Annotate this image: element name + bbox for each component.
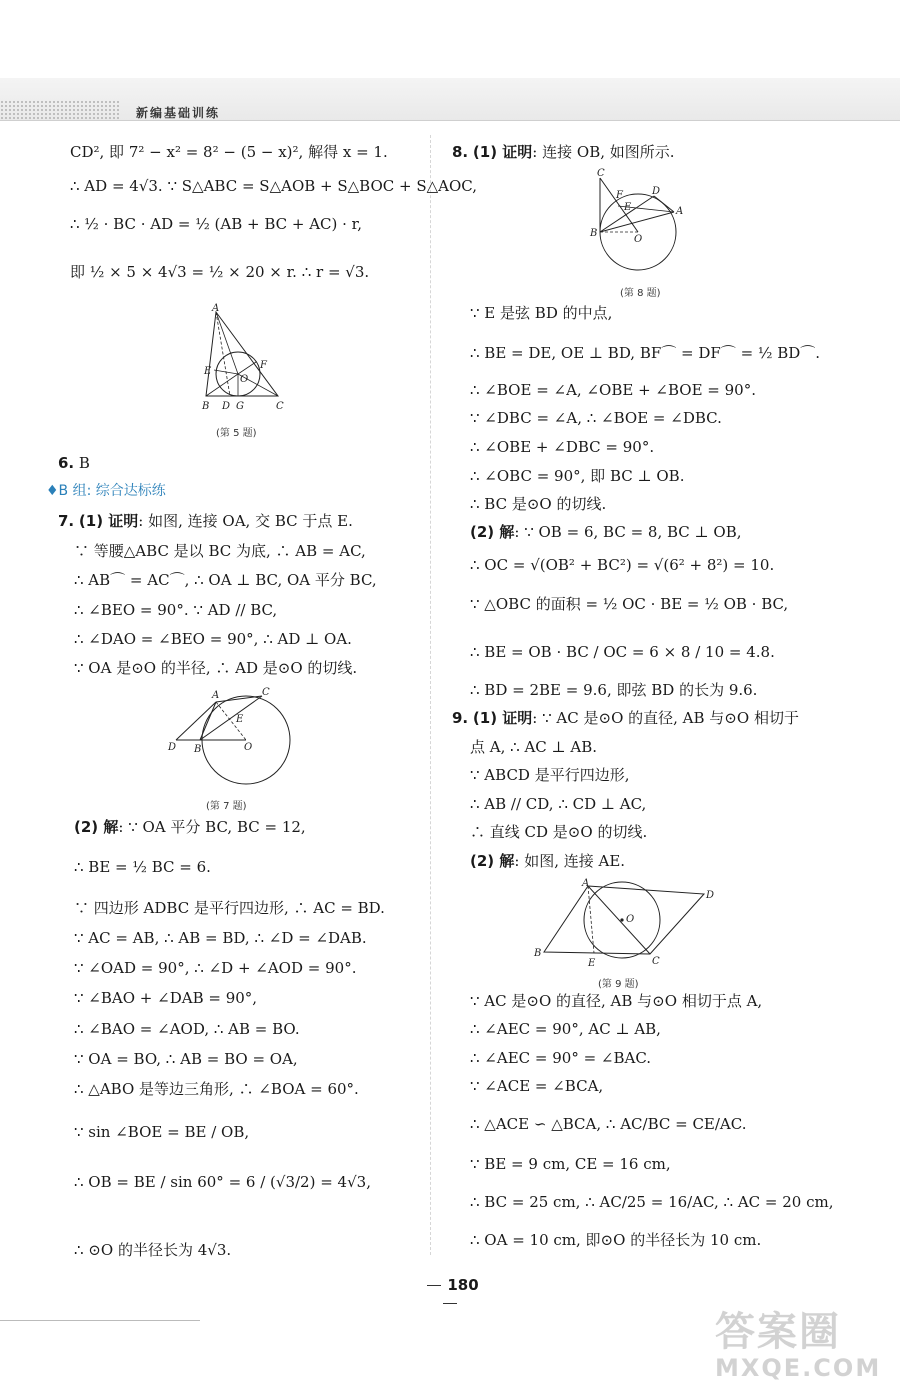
solution-line: ∴ BC = 25 cm, ∴ AC/25 = 16/AC, ∴ AC = 20 cm,	[470, 1193, 834, 1211]
header-dot-pattern	[0, 100, 120, 120]
solution-line: ∴ OA = 10 cm, 即⊙O 的半径长为 10 cm.	[470, 1231, 762, 1249]
fig8-label: D	[652, 186, 661, 197]
solution-line: ∵ ∠BAO + ∠DAB = 90°,	[74, 989, 258, 1007]
solution-line: ∴ ∠BEO = 90°. ∵ AD // BC,	[74, 601, 278, 619]
figure-9-caption: (第 9 题)	[598, 979, 639, 990]
fig5-label: C	[276, 401, 284, 412]
fig7-label: D	[168, 742, 177, 753]
solution-line: ∵ ABCD 是平行四边形,	[470, 766, 630, 784]
question-7-part2: (2) 解: ∵ OA 平分 BC, BC = 12,	[74, 818, 306, 836]
fig8-label: O	[634, 234, 643, 245]
solution-text: ∵ OB = 6, BC = 8, BC ⊥ OB,	[524, 523, 742, 541]
figure-5-caption: (第 5 题)	[216, 428, 257, 439]
header-rule	[0, 120, 900, 121]
book-title: 新编基础训练	[136, 106, 221, 120]
fig7-label: A	[212, 690, 220, 701]
solution-line: ∴ ∠BOE = ∠A, ∠OBE + ∠BOE = 90°.	[470, 381, 756, 399]
fig8-label: F	[616, 190, 623, 201]
question-9-part2: (2) 解: 如图, 连接 AE.	[470, 852, 626, 870]
figure-7	[162, 686, 302, 794]
solution-line: ∴ ∠OBC = 90°, 即 BC ⊥ OB.	[470, 467, 685, 485]
solution-line: ∴ BE = ½ BC = 6.	[74, 858, 211, 876]
watermark-text: 答案圈	[715, 1309, 841, 1355]
question-9-header: 9. (1) 证明: ∵ AC 是⊙O 的直径, AB 与⊙O 相切于	[452, 709, 799, 727]
solution-line: ∵ OA 是⊙O 的半径, ∴ AD 是⊙O 的切线.	[74, 659, 358, 677]
part-tag: (1) 证明	[472, 709, 533, 727]
solution-line: ∴ ∠DAO = ∠BEO = 90°, ∴ AD ⊥ OA.	[74, 630, 352, 648]
solution-line: ∴ ∠AEC = 90°, AC ⊥ AB,	[470, 1020, 661, 1038]
solution-line: ∵ ∠OAD = 90°, ∴ ∠D + ∠AOD = 90°.	[74, 959, 357, 977]
question-number: 8.	[452, 143, 469, 161]
solution-line: ∴ ∠AEC = 90° = ∠BAC.	[470, 1049, 652, 1067]
question-8-part2: (2) 解: ∵ OB = 6, BC = 8, BC ⊥ OB,	[470, 523, 742, 541]
solution-line: ∴ BE = OB · BC / OC = 6 × 8 / 10 = 4.8.	[470, 643, 775, 661]
solution-line: ∴ 直线 CD 是⊙O 的切线.	[470, 823, 648, 841]
solution-text: 如图, 连接 OA, 交 BC 于点 E.	[148, 512, 353, 530]
part-tag: (2) 解	[470, 523, 515, 541]
solution-line: ∵ sin ∠BOE = BE / OB,	[74, 1123, 250, 1141]
fig8-label: B	[590, 228, 598, 239]
figure-7-caption: (第 7 题)	[206, 801, 247, 812]
fig9-label: A	[582, 878, 590, 889]
watermark-url: MXQE.COM	[715, 1354, 882, 1382]
fig9-label: O	[626, 914, 635, 925]
fig9-label: C	[652, 956, 660, 967]
fig7-label: C	[262, 687, 270, 698]
fig8-label: C	[597, 168, 605, 179]
solution-line: ∴ AB // CD, ∴ CD ⊥ AC,	[470, 795, 647, 813]
question-8-header: 8. (1) 证明: 连接 OB, 如图所示.	[452, 143, 675, 161]
solution-line: ∵ 四边形 ADBC 是平行四边形, ∴ AC = BD.	[74, 899, 385, 917]
figure-9	[530, 876, 720, 974]
solution-line: ∵ OA = BO, ∴ AB = BO = OA,	[74, 1050, 298, 1068]
solution-line: ∴ AD = 4√3. ∵ S△ABC = S△AOB + S△BOC + S△AOC,	[70, 177, 478, 195]
page-number-value: 180	[447, 1276, 479, 1294]
solution-text: ∵ OA 平分 BC, BC = 12,	[128, 818, 306, 836]
solution-line: ∵ ∠ACE = ∠BCA,	[470, 1077, 604, 1095]
question-number: 9.	[452, 709, 469, 727]
solution-line: ∵ 等腰△ABC 是以 BC 为底, ∴ AB = AC,	[74, 542, 366, 560]
fig7-label: O	[244, 742, 253, 753]
solution-line: ∴ BE = DE, OE ⊥ BD, BF⌒ = DF⌒ = ½ BD⌒.	[470, 344, 821, 362]
solution-text: 连接 OB, 如图所示.	[542, 143, 675, 161]
fig5-label: G	[236, 401, 244, 412]
question-7-header: 7. (1) 证明: 如图, 连接 OA, 交 BC 于点 E.	[58, 512, 353, 530]
solution-text: 如图, 连接 AE.	[524, 852, 626, 870]
fig9-label: E	[588, 958, 596, 969]
question-number: 7.	[58, 512, 75, 530]
solution-line: ∵ △OBC 的面积 = ½ OC · BE = ½ OB · BC,	[470, 595, 789, 613]
question-6	[58, 453, 90, 473]
fig5-label: A	[212, 303, 220, 314]
solution-line: ∴ BC 是⊙O 的切线.	[470, 495, 607, 513]
figure-8-caption: (第 8 题)	[620, 288, 661, 299]
solution-line: ∴ △ACE ∽ △BCA, ∴ AC/BC = CE/AC.	[470, 1115, 747, 1133]
fig8-label: A	[676, 206, 684, 217]
solution-line: ∴ OB = BE / sin 60° = 6 / (√3/2) = 4√3,	[74, 1173, 371, 1191]
fig5-label: O	[240, 374, 249, 385]
answer: B	[78, 454, 90, 472]
figure-8	[588, 166, 688, 280]
fig7-label: B	[194, 744, 202, 755]
part-tag: (2) 解	[470, 852, 515, 870]
solution-line: 点 A, ∴ AC ⊥ AB.	[470, 738, 598, 756]
fig5-label: B	[202, 401, 210, 412]
part-tag: (1) 证明	[472, 143, 533, 161]
solution-text: ∵ AC 是⊙O 的直径, AB 与⊙O 相切于	[542, 709, 799, 727]
solution-line: ∴ OC = √(OB² + BC²) = √(6² + 8²) = 10.	[470, 556, 775, 574]
fig7-label: E	[236, 714, 244, 725]
solution-line: ∴ △ABO 是等边三角形, ∴ ∠BOA = 60°.	[74, 1080, 359, 1098]
fig9-label: B	[534, 948, 542, 959]
fig9-label: D	[706, 890, 715, 901]
solution-line: ∴ BD = 2BE = 9.6, 即弦 BD 的长为 9.6.	[470, 681, 758, 699]
watermark-logo	[715, 1310, 895, 1388]
solution-line: ∴ ∠BAO = ∠AOD, ∴ AB = BO.	[74, 1020, 300, 1038]
column-divider	[430, 135, 432, 1255]
solution-line: ∵ E 是弦 BD 的中点,	[470, 304, 613, 322]
part-tag: (1) 证明	[78, 512, 139, 530]
fig5-label: F	[260, 360, 267, 371]
figure-5	[196, 302, 296, 418]
solution-line: ∵ AC = AB, ∴ AB = BD, ∴ ∠D = ∠DAB.	[74, 929, 367, 947]
solution-line: ∴ ⊙O 的半径长为 4√3.	[74, 1241, 232, 1259]
solution-line: ∴ ∠OBE + ∠DBC = 90°.	[470, 438, 655, 456]
fig5-label: E	[204, 366, 212, 377]
fig5-label: D	[222, 401, 231, 412]
solution-line: 即 ½ × 5 × 4√3 = ½ × 20 × r. ∴ r = √3.	[70, 263, 370, 281]
header-band	[0, 78, 900, 120]
solution-line: ∵ BE = 9 cm, CE = 16 cm,	[470, 1155, 671, 1173]
fig8-label: E	[624, 202, 632, 213]
solution-line: ∴ AB⌒ = AC⌒, ∴ OA ⊥ BC, OA 平分 BC,	[74, 571, 377, 589]
footer-rule	[0, 1320, 200, 1321]
part-tag: (2) 解	[74, 818, 119, 836]
section-heading: ♦B 组: 综合达标练	[46, 483, 166, 499]
solution-line: ∵ AC 是⊙O 的直径, AB 与⊙O 相切于点 A,	[470, 992, 763, 1010]
solution-line: ∴ ½ · BC · AD = ½ (AB + BC + AC) · r,	[70, 215, 362, 233]
page-number	[410, 1276, 490, 1312]
solution-line: ∵ ∠DBC = ∠A, ∴ ∠BOE = ∠DBC.	[470, 409, 722, 427]
question-number: 6.	[58, 454, 75, 472]
solution-line: CD², 即 7² − x² = 8² − (5 − x)², 解得 x = 1.	[70, 143, 388, 161]
